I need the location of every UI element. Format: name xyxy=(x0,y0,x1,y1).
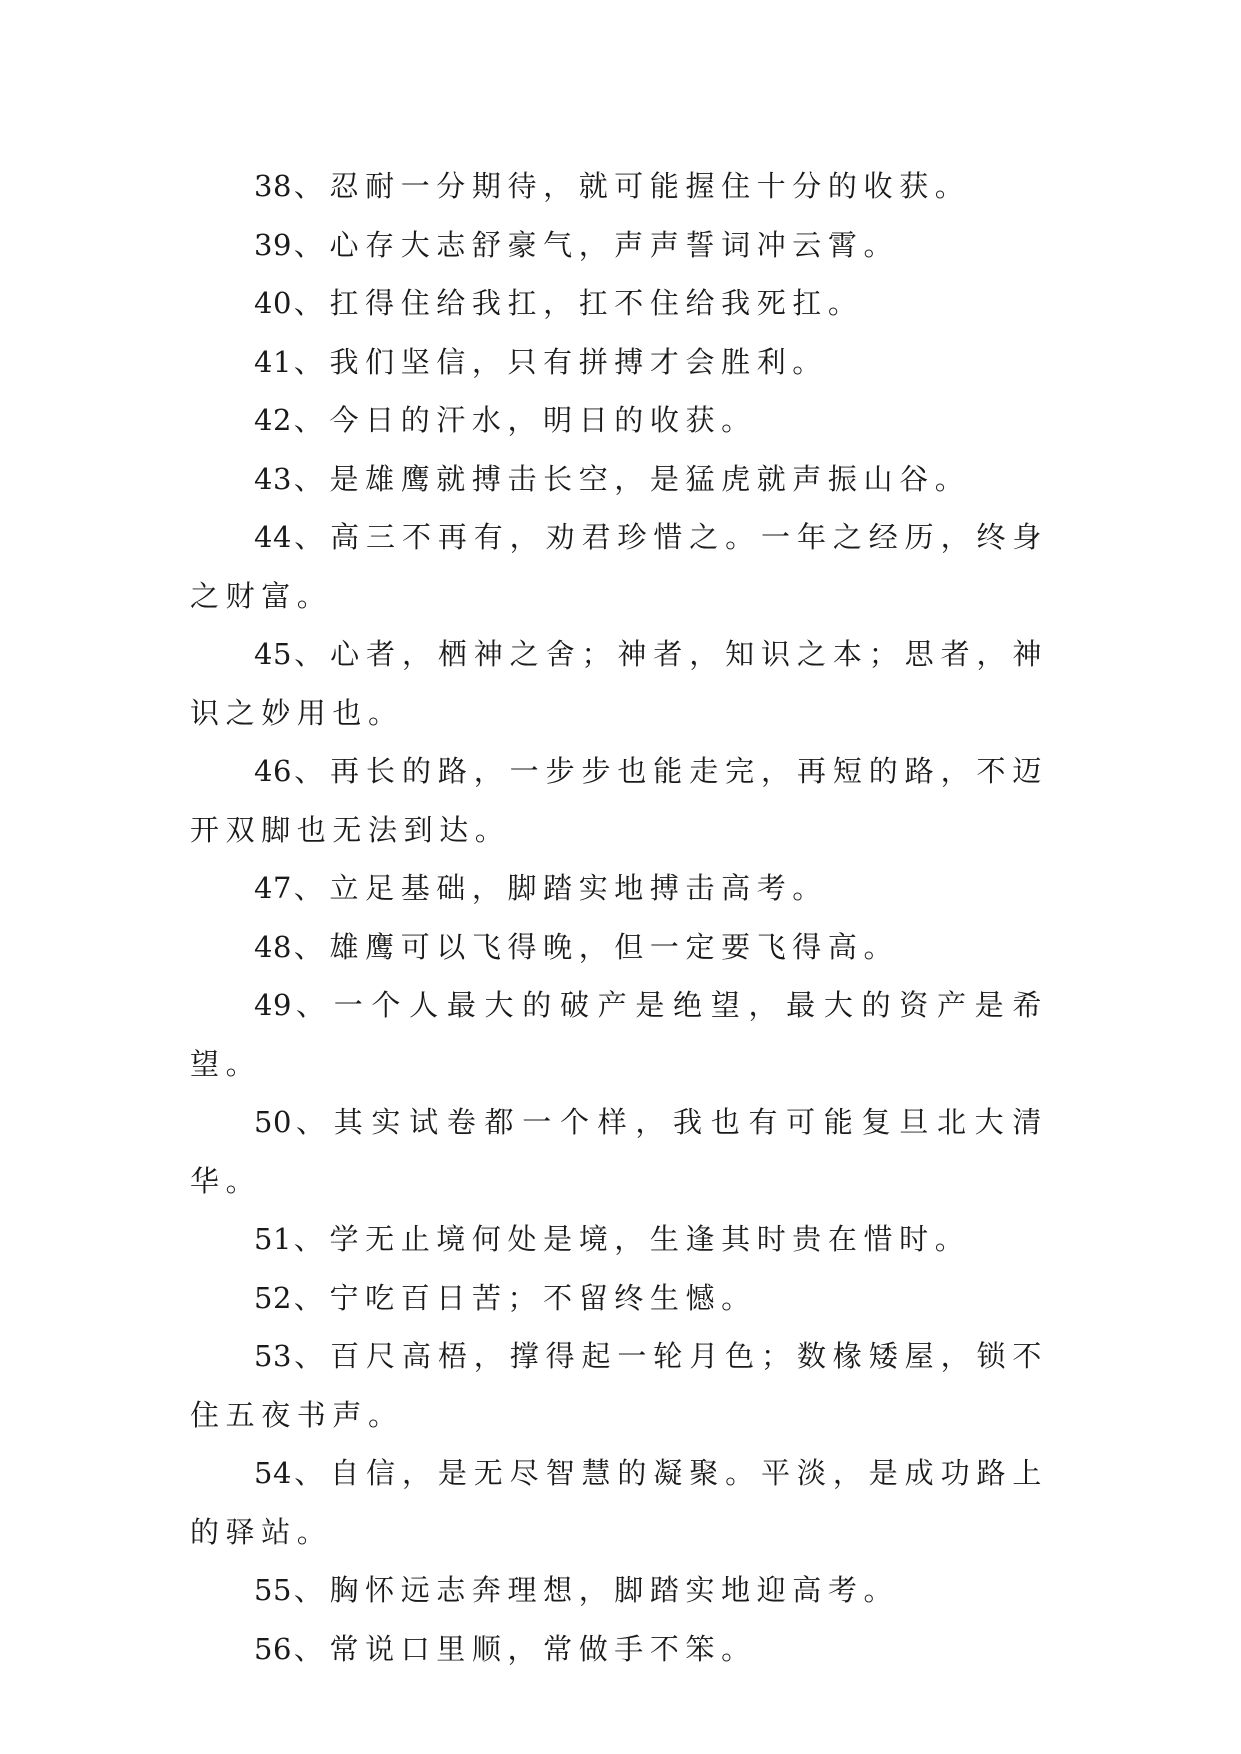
item-text: 、心存大志舒豪气，声声誓词冲云霄。 xyxy=(293,227,900,262)
item-text: 、常说口里顺，常做手不笨。 xyxy=(293,1631,757,1666)
item-text: 、学无止境何处是境，生逢其时贵在惜时。 xyxy=(293,1222,971,1256)
item-text: 、百尺高梧，撑得起一轮月色；数椽矮屋，锁不住五夜书声。 xyxy=(190,1339,1048,1432)
item-number: 40 xyxy=(254,286,292,320)
list-item xyxy=(190,391,1048,450)
item-text: 、心者，栖神之舍；神者，知识之本；思者，神识之妙用也。 xyxy=(190,637,1048,730)
list-item xyxy=(190,1561,1048,1620)
item-text: 、再长的路，一步步也能走完，再短的路，不迈开双脚也无法到达。 xyxy=(190,754,1048,847)
item-number: 39 xyxy=(254,227,292,262)
item-number: 42 xyxy=(254,403,292,437)
item-text: 、是雄鹰就搏击长空，是猛虎就声振山谷。 xyxy=(293,461,971,496)
quote-list xyxy=(190,157,1048,1678)
item-text: 、自信，是无尽智慧的凝聚。平淡，是成功路上的驿站。 xyxy=(190,1456,1048,1549)
list-item xyxy=(190,450,1048,509)
list-item xyxy=(190,918,1048,977)
list-item xyxy=(190,1444,1048,1561)
item-number: 47 xyxy=(254,871,292,905)
item-number: 45 xyxy=(254,637,292,671)
item-text: 、忍耐一分期待，就可能握住十分的收获。 xyxy=(293,169,971,203)
item-number: 48 xyxy=(254,929,292,964)
list-item xyxy=(190,742,1048,859)
list-item xyxy=(190,274,1048,333)
list-item xyxy=(190,1210,1048,1269)
item-text: 、高三不再有，劝君珍惜之。一年之经历，终身之财富。 xyxy=(190,520,1048,613)
list-item xyxy=(190,1327,1048,1444)
list-item xyxy=(190,508,1048,625)
item-text: 、一个人最大的破产是绝望，最大的资产是希望。 xyxy=(190,988,1048,1081)
item-number: 41 xyxy=(254,344,292,379)
item-text: 、雄鹰可以飞得晚，但一定要飞得高。 xyxy=(293,929,900,964)
list-item xyxy=(190,625,1048,742)
list-item xyxy=(190,1269,1048,1328)
item-number: 50 xyxy=(254,1105,292,1139)
item-number: 56 xyxy=(254,1631,292,1666)
list-item xyxy=(190,216,1048,275)
list-item xyxy=(190,976,1048,1093)
item-number: 54 xyxy=(254,1456,292,1490)
item-text: 、立足基础，脚踏实地搏击高考。 xyxy=(293,871,828,905)
item-text: 、其实试卷都一个样，我也有可能复旦北大清华。 xyxy=(190,1105,1048,1198)
list-item xyxy=(190,1620,1048,1679)
item-text: 、宁吃百日苦；不留终生憾。 xyxy=(293,1280,757,1315)
item-number: 51 xyxy=(254,1222,292,1256)
list-item xyxy=(190,157,1048,216)
list-item xyxy=(190,1093,1048,1210)
list-item xyxy=(190,333,1048,392)
item-text: 、扛得住给我扛，扛不住给我死扛。 xyxy=(293,286,864,320)
item-number: 53 xyxy=(254,1339,292,1373)
item-number: 44 xyxy=(254,520,292,554)
item-number: 55 xyxy=(254,1573,292,1607)
item-text: 、我们坚信，只有拼搏才会胜利。 xyxy=(293,344,828,379)
item-number: 46 xyxy=(254,754,292,788)
item-number: 43 xyxy=(254,461,292,496)
list-item xyxy=(190,859,1048,918)
item-number: 38 xyxy=(254,169,292,203)
item-number: 52 xyxy=(254,1280,292,1315)
item-number: 49 xyxy=(254,988,292,1022)
item-text: 、今日的汗水，明日的收获。 xyxy=(293,403,757,437)
item-text: 、胸怀远志奔理想，脚踏实地迎高考。 xyxy=(293,1573,900,1607)
